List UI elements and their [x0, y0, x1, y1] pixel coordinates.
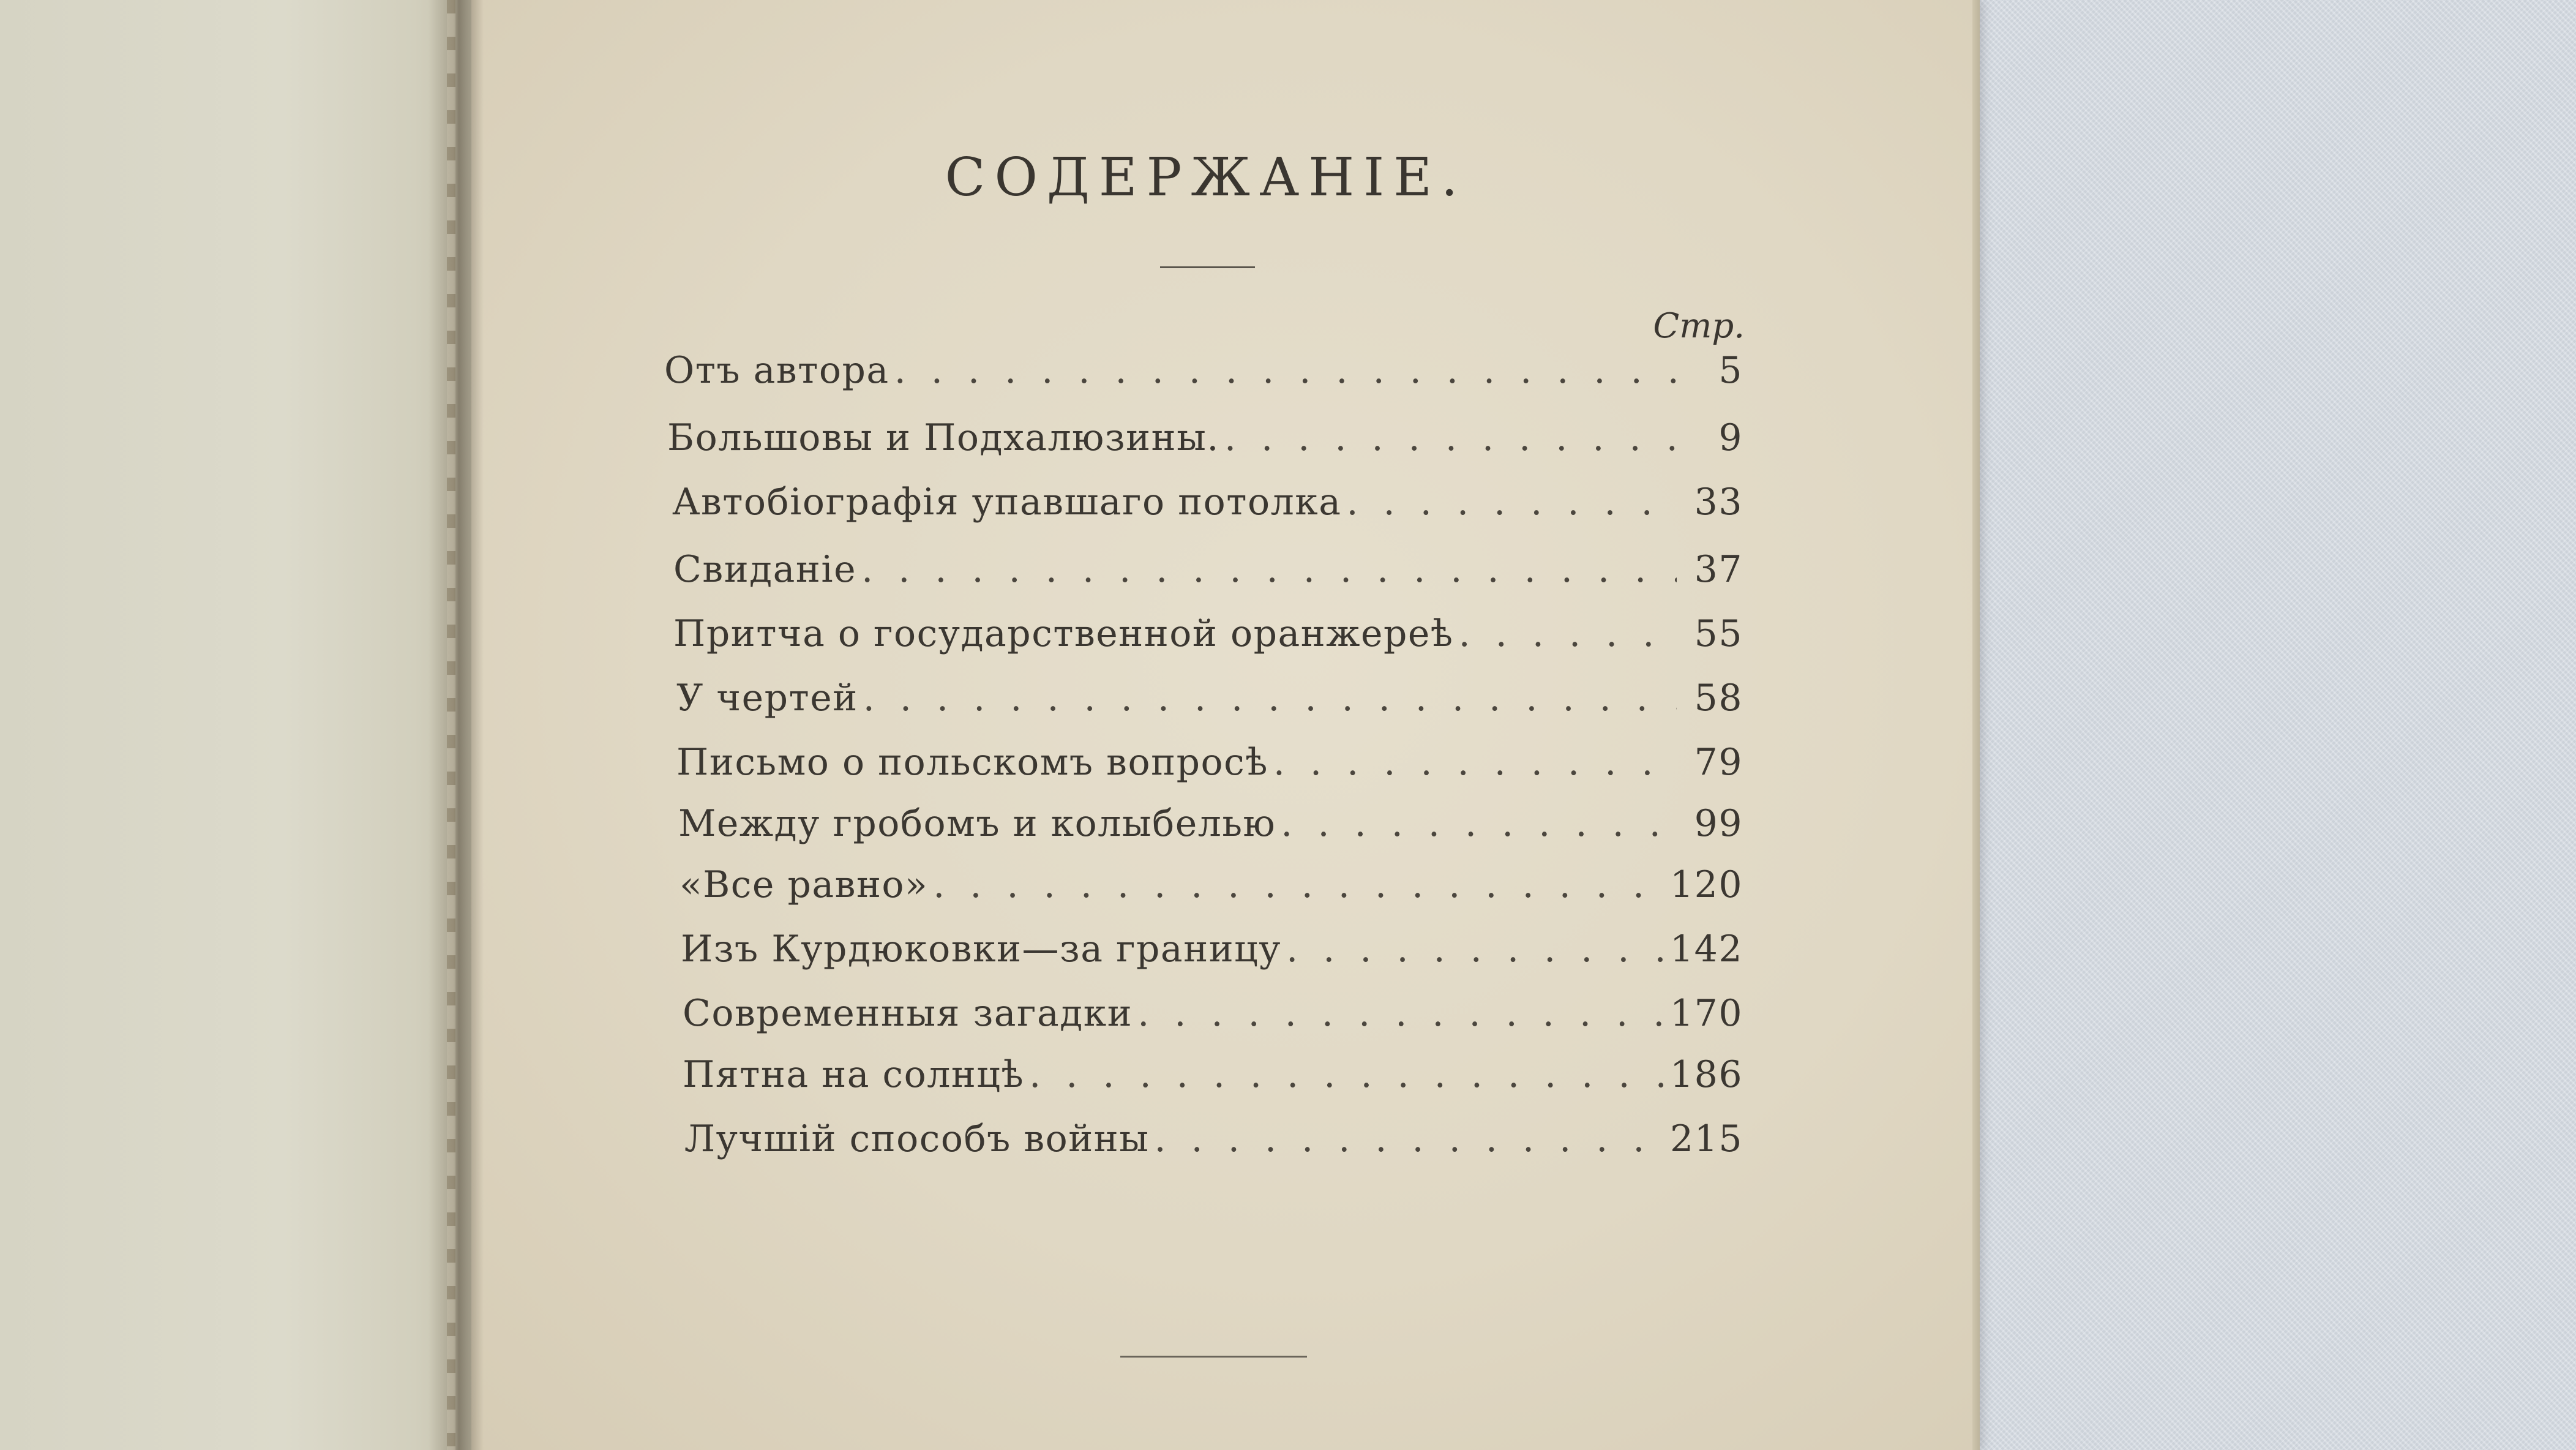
toc-entry-page: 79 [1694, 741, 1743, 784]
toc-entry-title: Лучшій способъ войны [684, 1118, 1150, 1160]
toc-entry [681, 928, 1743, 977]
toc-entry-title: «Все равно» [680, 863, 929, 906]
toc-entry [684, 1118, 1743, 1166]
toc-entry-page: 215 [1669, 1118, 1743, 1160]
toc-entry [664, 349, 1743, 398]
toc-leader-dots [1347, 481, 1677, 524]
toc-leader-dots [933, 863, 1665, 906]
toc-entry [683, 1053, 1743, 1102]
toc-entry [678, 802, 1743, 851]
toc-entry-page: 142 [1669, 928, 1743, 971]
toc-entry-page: 58 [1694, 677, 1743, 719]
page-edge [1972, 0, 1980, 1450]
toc-entry [683, 992, 1743, 1041]
contents-title: СОДЕРЖАНІЕ. [945, 147, 1467, 208]
book-gutter [429, 0, 484, 1450]
toc-entry-page: 170 [1669, 992, 1743, 1035]
toc-entry-page: 9 [1718, 416, 1743, 459]
toc-entry-page: 33 [1694, 481, 1743, 524]
toc-leader-dots [1286, 928, 1665, 971]
toc-entry-title: Письмо о польскомъ вопросѣ [676, 741, 1268, 784]
toc-entry [673, 612, 1743, 661]
toc-leader-dots [1029, 1053, 1665, 1096]
toc-entry-title: Притча о государственной оранжереѣ [673, 612, 1454, 655]
toc-entry-title: Между гробомъ и колыбелью [678, 802, 1276, 845]
left-page [0, 0, 471, 1450]
toc-entry-page: 37 [1694, 548, 1743, 591]
toc-leader-dots [861, 548, 1677, 591]
toc-entry-page: 186 [1669, 1053, 1743, 1096]
toc-entry-title: Современныя загадки [683, 992, 1133, 1035]
toc-entry-title: У чертей [676, 677, 858, 719]
toc-entry-page: 5 [1718, 349, 1743, 392]
spine-stitching [447, 0, 455, 1450]
toc-leader-dots [1224, 416, 1677, 459]
toc-leader-dots [894, 349, 1677, 392]
toc-leader-dots [1155, 1118, 1665, 1160]
toc-entry-title: Автобіографія упавшаго потолка [672, 481, 1342, 524]
toc-entry [676, 741, 1743, 790]
toc-leader-dots [1273, 741, 1677, 784]
toc-entry [676, 677, 1743, 726]
toc-entry-page: 55 [1694, 612, 1743, 655]
toc-entry-title: Свиданіе [673, 548, 857, 591]
toc-entry-title: Изъ Курдюковки—за границу [681, 928, 1282, 971]
toc-entry [680, 863, 1743, 912]
toc-entry-title: Пятна на солнцѣ [683, 1053, 1025, 1096]
toc-leader-dots [1459, 612, 1677, 655]
title-rule [1160, 266, 1255, 268]
toc-leader-dots [863, 677, 1677, 719]
toc-entry-page: 99 [1694, 802, 1743, 845]
toc-leader-dots [1137, 992, 1665, 1035]
toc-entry-page: 120 [1669, 863, 1743, 906]
page-column-header: Стр. [1653, 306, 1745, 346]
bottom-rule [1120, 1356, 1307, 1358]
toc-entry [672, 481, 1743, 530]
toc-entry [673, 548, 1743, 597]
toc-entry [667, 416, 1743, 465]
toc-entry-title: Отъ автора [664, 349, 889, 392]
toc-leader-dots [1281, 802, 1677, 845]
toc-entry-title: Большовы и Подхалюзины. [667, 416, 1219, 459]
